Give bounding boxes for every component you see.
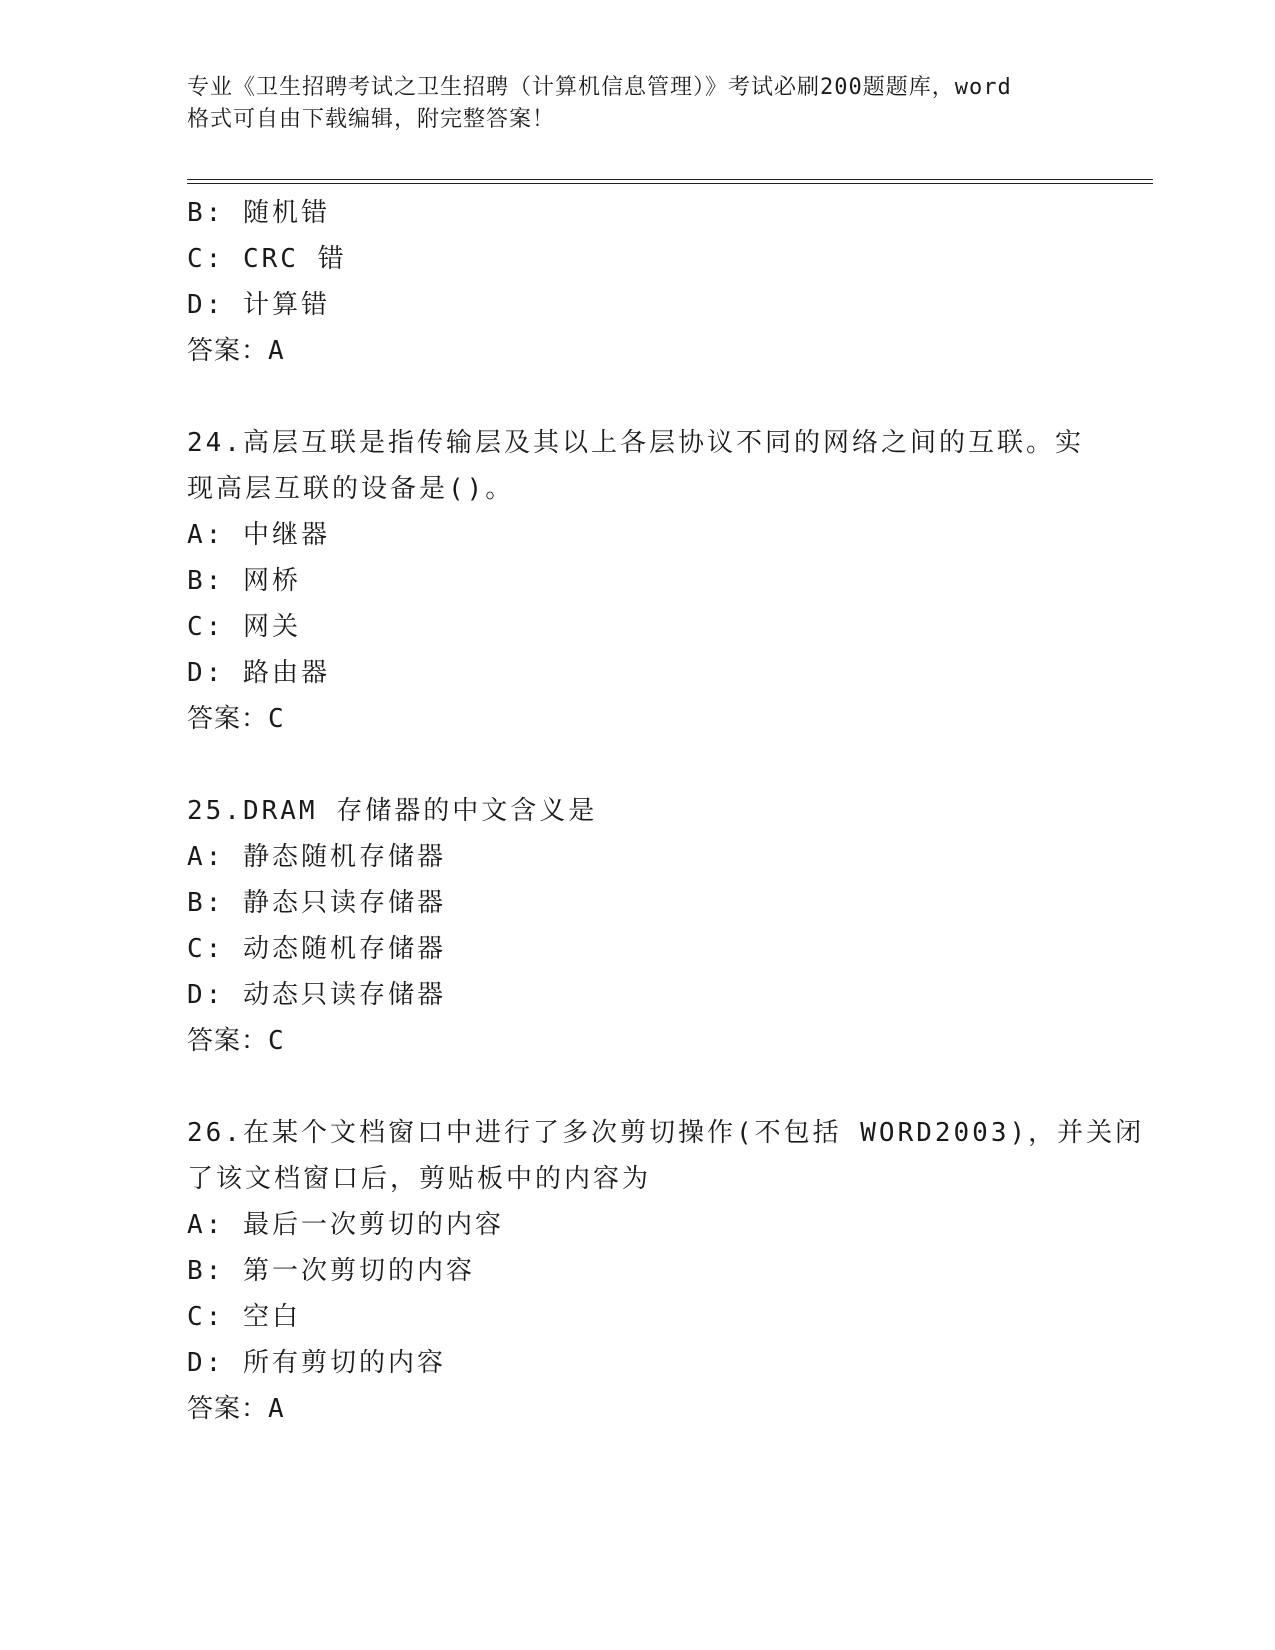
spacer (187, 1064, 1087, 1110)
option-a: A: 中继器 (187, 520, 330, 550)
option-d: D: 所有剪切的内容 (187, 1348, 446, 1378)
question-text-line-1: 24.高层互联是指传输层及其以上各层协议不同的网络之间的互联。实 (187, 428, 1084, 458)
option-b: B: 网桥 (187, 566, 301, 596)
question-list (187, 190, 1145, 1432)
option-c: C: 网关 (187, 612, 301, 642)
question-24 (187, 420, 1087, 742)
option-b: B: 静态只读存储器 (187, 888, 446, 918)
option-d: D: 计算错 (187, 290, 330, 320)
option-a: A: 最后一次剪切的内容 (187, 1210, 504, 1240)
header-line-2: 格式可自由下载编辑，附完整答案！ (187, 107, 556, 132)
spacer (187, 374, 1087, 420)
header-divider-top (187, 179, 1153, 180)
option-d: D: 路由器 (187, 658, 330, 688)
option-c: C: CRC 错 (187, 244, 347, 274)
option-c: C: 动态随机存储器 (187, 934, 446, 964)
answer: 答案：C (187, 1026, 285, 1056)
question-text-line-2: 了该文档窗口后，剪贴板中的内容为 (187, 1164, 652, 1194)
header-line-1: 专业《卫生招聘考试之卫生招聘（计算机信息管理）》考试必刷200题题库，word (187, 75, 1012, 100)
question-25 (187, 788, 1087, 1064)
option-b: B: 随机错 (187, 198, 330, 228)
option-a: A: 静态随机存储器 (187, 842, 446, 872)
spacer (187, 742, 1087, 788)
answer: 答案：C (187, 704, 285, 734)
header-divider-bottom (187, 183, 1153, 184)
question-26 (187, 1110, 1145, 1432)
option-c: C: 空白 (187, 1302, 301, 1332)
document-header (187, 72, 1087, 136)
question-text-line-2: 现高层互联的设备是()。 (187, 474, 515, 504)
option-d: D: 动态只读存储器 (187, 980, 446, 1010)
answer: 答案：A (187, 336, 285, 366)
question-23 (187, 190, 1087, 374)
option-b: B: 第一次剪切的内容 (187, 1256, 475, 1286)
question-text-line-1: 25.DRAM 存储器的中文含义是 (187, 796, 598, 826)
answer: 答案：A (187, 1394, 285, 1424)
question-text-line-1: 26.在某个文档窗口中进行了多次剪切操作(不包括 WORD2003)，并关闭 (187, 1118, 1145, 1148)
